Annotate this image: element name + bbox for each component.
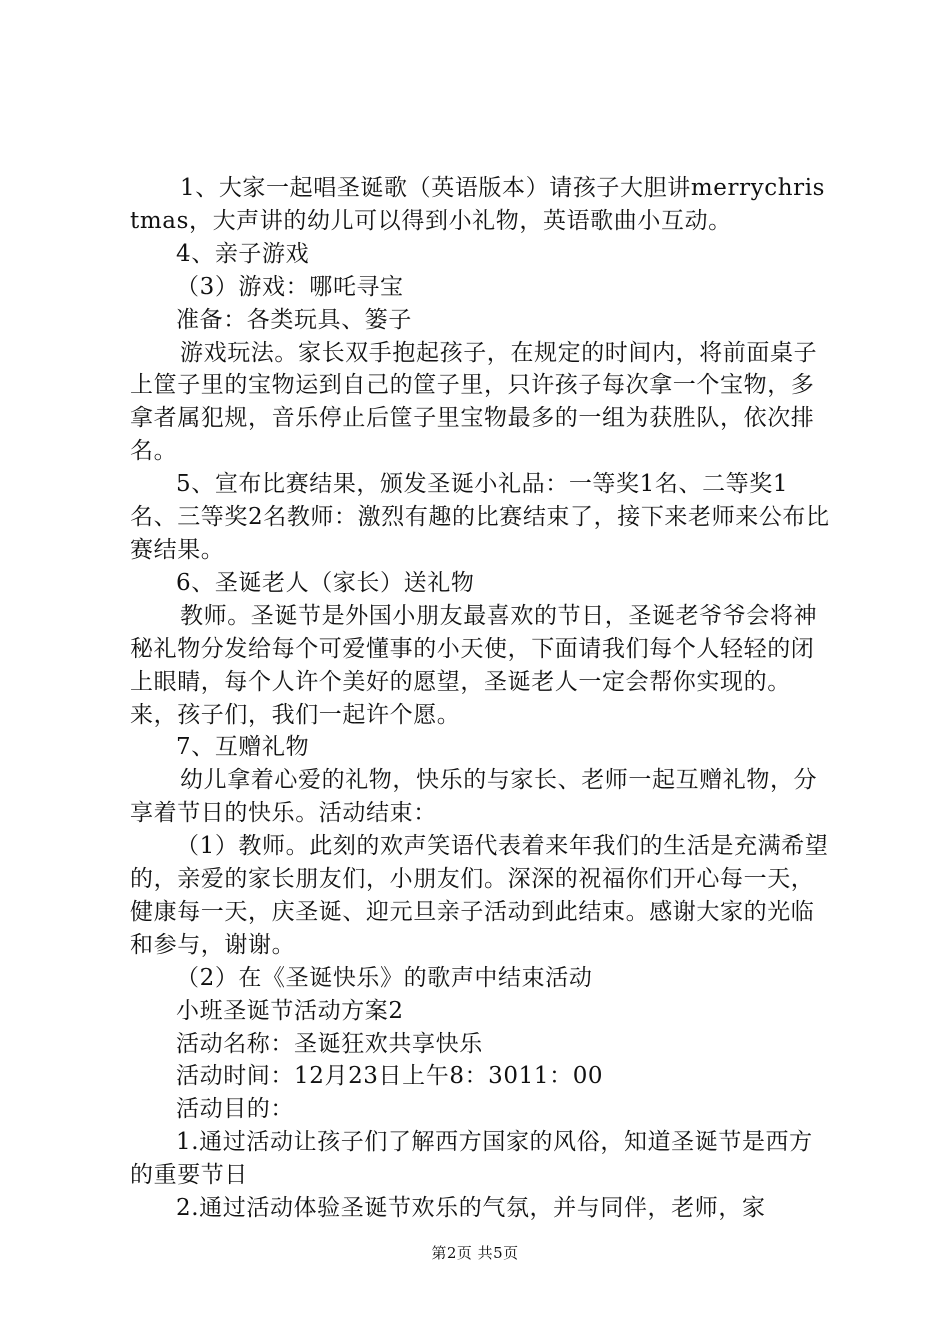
- paragraph-goal-2: 2.通过活动体验圣诞节欢乐的气氛，并与同伴，老师，家: [176, 1195, 766, 1222]
- paragraph-teacher-wish: 教师。圣诞节是外国小朋友最喜欢的节日，圣诞老爷爷会将神秘礼物分发给每个可爱懂事的小天使，下面请我们每个人轻轻的闭上眼睛，每个人许个美好的愿望，圣诞老人一定会帮你实现的。来，孩子们，我们一起许个愿。: [130, 602, 818, 728]
- document-body: [130, 172, 832, 1225]
- paragraph-preparation: 准备：各类玩具、篓子: [176, 306, 412, 333]
- paragraph-activity-name: 活动名称：圣诞狂欢共享快乐: [176, 1030, 483, 1057]
- paragraph-game-rules: 游戏玩法。家长双手抱起孩子，在规定的时间内，将前面桌子上筐子里的宝物运到自己的筐子里，只许孩子每次拿一个宝物，多拿者属犯规，音乐停止后筐子里宝物最多的一组为获胜队，依次排名。: [130, 339, 818, 465]
- paragraph-activity-time: 活动时间：12月23日上午8：3011：00: [176, 1063, 604, 1090]
- heading-parent-child-game: 4、亲子游戏: [176, 240, 310, 267]
- paragraph-singing: 1、大家一起唱圣诞歌（英语版本）请孩子大胆讲merrychristmas，大声讲的幼儿可以得到小礼物，英语歌曲小互动。: [130, 175, 826, 234]
- heading-santa-gifts: 6、圣诞老人（家长）送礼物: [176, 569, 475, 596]
- page-footer: 第2页 共5页: [431, 1244, 519, 1262]
- heading-gift-exchange: 7、互赠礼物: [176, 734, 310, 761]
- paragraph-activity-goals: 活动目的：: [176, 1096, 294, 1123]
- paragraph-closing-song: （2）在《圣诞快乐》的歌声中结束活动: [176, 964, 593, 991]
- paragraph-results: 5、宣布比赛结果，颁发圣诞小礼品：一等奖1名、二等奖1名、三等奖2名教师：激烈有趣的比赛结束了，接下来老师来公布比赛结果。: [130, 471, 830, 563]
- heading-plan-2: 小班圣诞节活动方案2: [176, 997, 404, 1024]
- heading-game-nezha: （3）游戏：哪吒寻宝: [176, 273, 404, 300]
- paragraph-goal-1: 1.通过活动让孩子们了解西方国家的风俗，知道圣诞节是西方的重要节日: [130, 1129, 813, 1189]
- paragraph-gift-exchange: 幼儿拿着心爱的礼物，快乐的与家长、老师一起互赠礼物，分享着节日的快乐。活动结束：: [130, 767, 818, 827]
- paragraph-closing-teacher: （1）教师。此刻的欢声笑语代表着来年我们的生活是充满希望的，亲爱的家长朋友们，小朋友们。深深的祝福你们开心每一天，健康每一天，庆圣诞、迎元旦亲子活动到此结束。感谢大家的光临和参与，谢谢。: [130, 833, 829, 958]
